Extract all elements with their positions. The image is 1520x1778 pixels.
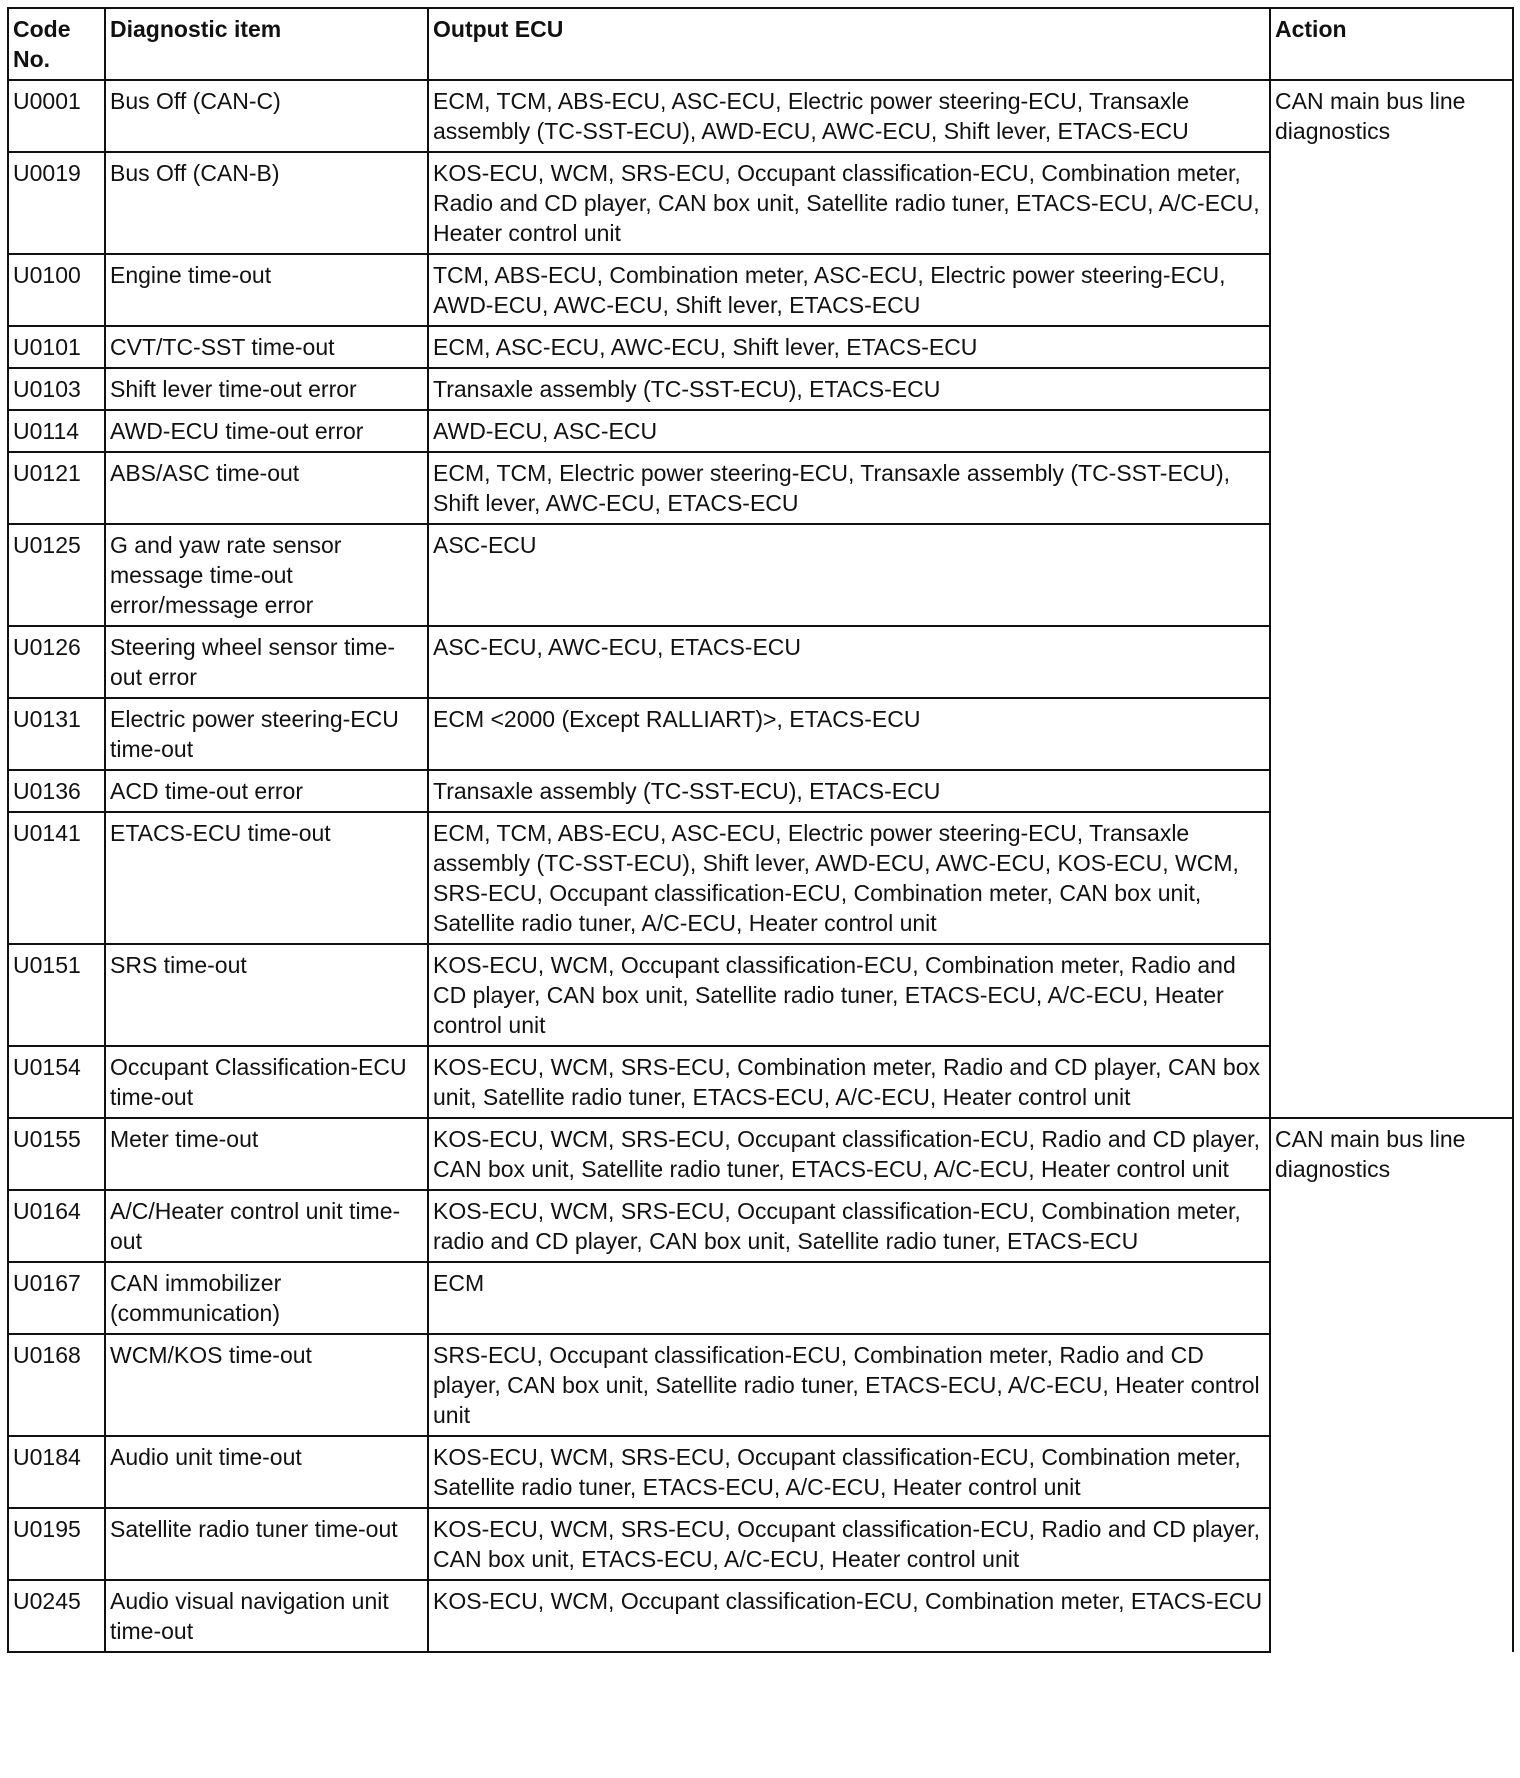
output-ecu-cell: KOS-ECU, WCM, SRS-ECU, Combination meter, Radio and CD player, CAN box unit, Satellite radio tuner, ETACS-ECU, A/C-ECU, Heater control unit — [428, 1046, 1270, 1118]
diagnostic-item-cell: CVT/TC-SST time-out — [105, 326, 428, 368]
code-cell: U0019 — [8, 152, 105, 254]
output-ecu-cell: KOS-ECU, WCM, Occupant classification-ECU, Combination meter, Radio and CD player, CAN box unit, Satellite radio tuner, ETACS-ECU, A/C-ECU, Heater control unit — [428, 944, 1270, 1046]
code-cell: U0164 — [8, 1190, 105, 1262]
output-ecu-cell: KOS-ECU, WCM, SRS-ECU, Occupant classification-ECU, Combination meter, Satellite radio tuner, ETACS-ECU, A/C-ECU, Heater control unit — [428, 1436, 1270, 1508]
output-ecu-cell: Transaxle assembly (TC-SST-ECU), ETACS-ECU — [428, 770, 1270, 812]
diagnostic-item-cell: WCM/KOS time-out — [105, 1334, 428, 1436]
code-cell: U0141 — [8, 812, 105, 944]
code-cell: U0155 — [8, 1118, 105, 1190]
diagnostic-item-cell: Bus Off (CAN-C) — [105, 80, 428, 152]
code-cell: U0184 — [8, 1436, 105, 1508]
diagnostic-item-cell: Engine time-out — [105, 254, 428, 326]
output-ecu-cell: Transaxle assembly (TC-SST-ECU), ETACS-ECU — [428, 368, 1270, 410]
diagnostic-item-cell: SRS time-out — [105, 944, 428, 1046]
code-cell: U0195 — [8, 1508, 105, 1580]
code-cell: U0121 — [8, 452, 105, 524]
diagnostic-item-cell: Electric power steering-ECU time-out — [105, 698, 428, 770]
diagnostic-item-cell: ETACS-ECU time-out — [105, 812, 428, 944]
code-cell: U0001 — [8, 80, 105, 152]
code-cell: U0103 — [8, 368, 105, 410]
diagnostic-item-cell: G and yaw rate sensor message time-out error/message error — [105, 524, 428, 626]
header-output-ecu: Output ECU — [428, 8, 1270, 80]
diagnostic-item-cell: ABS/ASC time-out — [105, 452, 428, 524]
output-ecu-cell: KOS-ECU, WCM, SRS-ECU, Occupant classification-ECU, Combination meter, Radio and CD player, CAN box unit, Satellite radio tuner, ETACS-ECU, A/C-ECU, Heater control unit — [428, 152, 1270, 254]
code-cell: U0126 — [8, 626, 105, 698]
code-cell: U0154 — [8, 1046, 105, 1118]
diagnostic-item-cell: Shift lever time-out error — [105, 368, 428, 410]
code-cell: U0100 — [8, 254, 105, 326]
output-ecu-cell: KOS-ECU, WCM, Occupant classification-ECU, Combination meter, ETACS-ECU — [428, 1580, 1270, 1652]
diagnostic-item-cell: Bus Off (CAN-B) — [105, 152, 428, 254]
output-ecu-cell: KOS-ECU, WCM, SRS-ECU, Occupant classification-ECU, Radio and CD player, CAN box unit, ETACS-ECU, A/C-ECU, Heater control unit — [428, 1508, 1270, 1580]
output-ecu-cell: ECM, TCM, ABS-ECU, ASC-ECU, Electric power steering-ECU, Transaxle assembly (TC-SST-ECU), AWD-ECU, AWC-ECU, Shift lever, ETACS-ECU — [428, 80, 1270, 152]
action-cell: CAN main bus line diagnostics — [1270, 80, 1513, 1118]
diagnostic-item-cell: ACD time-out error — [105, 770, 428, 812]
table-row — [8, 80, 1513, 152]
code-cell: U0125 — [8, 524, 105, 626]
code-cell: U0114 — [8, 410, 105, 452]
table-header-row — [8, 8, 1513, 80]
header-diagnostic-item: Diagnostic item — [105, 8, 428, 80]
diagnostic-item-cell: CAN immobilizer (communication) — [105, 1262, 428, 1334]
header-action: Action — [1270, 8, 1513, 80]
diagnostic-item-cell: A/C/Heater control unit time-out — [105, 1190, 428, 1262]
diagnostic-item-cell: Satellite radio tuner time-out — [105, 1508, 428, 1580]
output-ecu-cell: ECM — [428, 1262, 1270, 1334]
output-ecu-cell: TCM, ABS-ECU, Combination meter, ASC-ECU, Electric power steering-ECU, AWD-ECU, AWC-ECU, Shift lever, ETACS-ECU — [428, 254, 1270, 326]
diagnostic-code-table — [7, 7, 1514, 1653]
diagnostic-item-cell: Occupant Classification-ECU time-out — [105, 1046, 428, 1118]
diagnostic-item-cell: Audio visual navigation unit time-out — [105, 1580, 428, 1652]
diagnostic-item-cell: AWD-ECU time-out error — [105, 410, 428, 452]
table-row — [8, 1118, 1513, 1190]
output-ecu-cell: ASC-ECU — [428, 524, 1270, 626]
code-cell: U0131 — [8, 698, 105, 770]
code-cell: U0245 — [8, 1580, 105, 1652]
diagnostic-item-cell: Audio unit time-out — [105, 1436, 428, 1508]
table-body — [8, 80, 1513, 1652]
header-code-no: Code No. — [8, 8, 105, 80]
code-cell: U0151 — [8, 944, 105, 1046]
output-ecu-cell: ECM, ASC-ECU, AWC-ECU, Shift lever, ETACS-ECU — [428, 326, 1270, 368]
action-cell: CAN main bus line diagnostics — [1270, 1118, 1513, 1652]
diagnostic-item-cell: Steering wheel sensor time-out error — [105, 626, 428, 698]
code-cell: U0101 — [8, 326, 105, 368]
output-ecu-cell: AWD-ECU, ASC-ECU — [428, 410, 1270, 452]
output-ecu-cell: KOS-ECU, WCM, SRS-ECU, Occupant classification-ECU, Combination meter, radio and CD player, CAN box unit, Satellite radio tuner, ETACS-ECU — [428, 1190, 1270, 1262]
output-ecu-cell: ECM, TCM, Electric power steering-ECU, Transaxle assembly (TC-SST-ECU), Shift lever, AWC-ECU, ETACS-ECU — [428, 452, 1270, 524]
output-ecu-cell: SRS-ECU, Occupant classification-ECU, Combination meter, Radio and CD player, CAN box unit, Satellite radio tuner, ETACS-ECU, A/C-ECU, Heater control unit — [428, 1334, 1270, 1436]
output-ecu-cell: ASC-ECU, AWC-ECU, ETACS-ECU — [428, 626, 1270, 698]
code-cell: U0167 — [8, 1262, 105, 1334]
code-cell: U0168 — [8, 1334, 105, 1436]
diagnostic-item-cell: Meter time-out — [105, 1118, 428, 1190]
output-ecu-cell: ECM <2000 (Except RALLIART)>, ETACS-ECU — [428, 698, 1270, 770]
output-ecu-cell: ECM, TCM, ABS-ECU, ASC-ECU, Electric power steering-ECU, Transaxle assembly (TC-SST-ECU), Shift lever, AWD-ECU, AWC-ECU, KOS-ECU, WCM, SRS-ECU, Occupant classification-ECU, Combination meter, CAN box unit, Satellite radio tuner, A/C-ECU, Heater control unit — [428, 812, 1270, 944]
code-cell: U0136 — [8, 770, 105, 812]
output-ecu-cell: KOS-ECU, WCM, SRS-ECU, Occupant classification-ECU, Radio and CD player, CAN box unit, Satellite radio tuner, ETACS-ECU, A/C-ECU, Heater control unit — [428, 1118, 1270, 1190]
